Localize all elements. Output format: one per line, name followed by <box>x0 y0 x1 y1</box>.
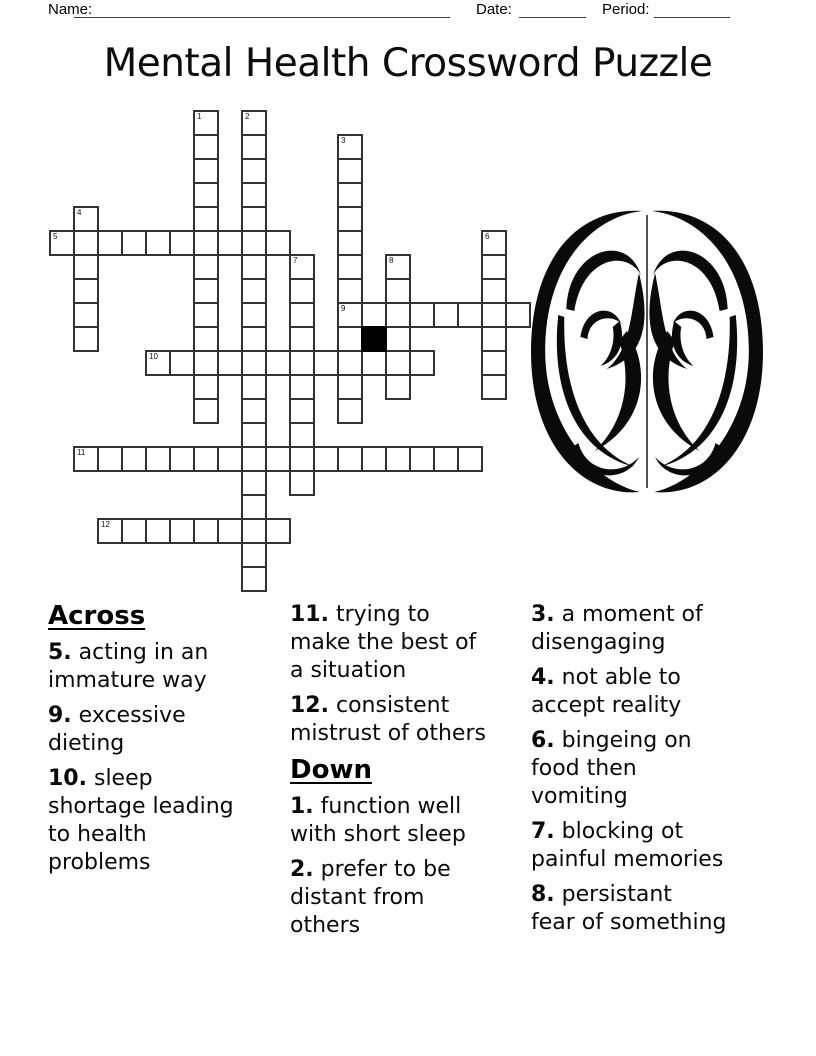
grid-cell[interactable] <box>217 446 243 472</box>
grid-cell[interactable] <box>337 350 363 376</box>
grid-cell[interactable] <box>289 422 315 448</box>
clue-number: 9. <box>48 703 72 728</box>
clue-number: 3. <box>531 602 555 627</box>
grid-cell[interactable] <box>289 254 315 280</box>
brain-left-hemisphere <box>531 211 645 493</box>
grid-cell[interactable] <box>217 518 243 544</box>
clue-item: 12. consistent mistrust of others <box>290 693 486 746</box>
grid-cell-black <box>361 326 387 352</box>
grid-cell[interactable] <box>289 446 315 472</box>
clue-number: 11. <box>290 602 329 627</box>
grid-cell[interactable] <box>241 470 267 496</box>
grid-cell[interactable] <box>241 494 267 520</box>
grid-cell[interactable] <box>385 350 411 376</box>
grid-cell[interactable] <box>169 518 195 544</box>
grid-cell[interactable] <box>241 278 267 304</box>
grid-cell[interactable] <box>49 230 75 256</box>
crossword-grid <box>49 110 531 592</box>
grid-cell[interactable] <box>289 326 315 352</box>
cell-number: 4 <box>77 208 82 217</box>
grid-cell[interactable] <box>385 254 411 280</box>
grid-cell[interactable] <box>409 446 435 472</box>
clue-number: 12. <box>290 693 329 718</box>
grid-cell[interactable] <box>193 398 219 424</box>
grid-cell[interactable] <box>385 326 411 352</box>
grid-cell[interactable] <box>145 518 171 544</box>
grid-cell[interactable] <box>73 446 99 472</box>
grid-cell[interactable] <box>193 518 219 544</box>
grid-cell[interactable] <box>481 374 507 400</box>
grid-cell[interactable] <box>433 446 459 472</box>
grid-cell[interactable] <box>481 278 507 304</box>
grid-cell[interactable] <box>73 302 99 328</box>
grid-cell[interactable] <box>337 326 363 352</box>
grid-cell[interactable] <box>169 230 195 256</box>
grid-cell[interactable] <box>481 350 507 376</box>
clue-item: 2. prefer to be distant from others <box>290 857 451 938</box>
grid-cell[interactable] <box>241 134 267 160</box>
grid-cell[interactable] <box>193 158 219 184</box>
grid-cell[interactable] <box>337 302 363 328</box>
grid-cell[interactable] <box>289 350 315 376</box>
grid-cell[interactable] <box>361 302 387 328</box>
grid-cell[interactable] <box>313 350 339 376</box>
clues-column-3 <box>531 601 786 944</box>
period-label: Period: <box>602 1 650 18</box>
grid-cell[interactable] <box>121 446 147 472</box>
grid-cell[interactable] <box>193 374 219 400</box>
grid-cell[interactable] <box>193 326 219 352</box>
clue-number: 2. <box>290 857 314 882</box>
grid-cell[interactable] <box>433 302 459 328</box>
clue-item: 6. bingeing on food then vomiting <box>531 728 692 809</box>
grid-cell[interactable] <box>241 398 267 424</box>
grid-cell[interactable] <box>241 350 267 376</box>
grid-cell[interactable] <box>241 446 267 472</box>
grid-cell[interactable] <box>265 230 291 256</box>
grid-cell[interactable] <box>145 350 171 376</box>
clue-item: 1. function well with short sleep <box>290 794 466 847</box>
grid-cell[interactable] <box>337 182 363 208</box>
name-input-line[interactable] <box>74 17 450 18</box>
cell-number: 1 <box>197 112 202 121</box>
grid-cell[interactable] <box>241 302 267 328</box>
cell-number: 5 <box>53 232 58 241</box>
grid-cell[interactable] <box>481 230 507 256</box>
grid-cell[interactable] <box>97 446 123 472</box>
grid-cell[interactable] <box>241 542 267 568</box>
grid-cell[interactable] <box>361 350 387 376</box>
clue-item: 4. not able to accept reality <box>531 665 682 718</box>
grid-cell[interactable] <box>289 302 315 328</box>
grid-cell[interactable] <box>193 110 219 136</box>
clue-number: 8. <box>531 882 555 907</box>
cell-number: 10 <box>149 352 158 361</box>
grid-cell[interactable] <box>337 254 363 280</box>
grid-cell[interactable] <box>361 446 387 472</box>
clue-item: 3. a moment of disengaging <box>531 602 703 655</box>
grid-cell[interactable] <box>193 134 219 160</box>
clue-item: 10. sleep shortage leading to health problems <box>48 766 234 875</box>
grid-cell[interactable] <box>145 230 171 256</box>
grid-cell[interactable] <box>241 110 267 136</box>
brain-icon <box>526 205 768 495</box>
clue-item: 7. blocking ot painful memories <box>531 819 724 872</box>
grid-cell[interactable] <box>217 230 243 256</box>
clue-item: 11. trying to make the best of a situation <box>290 602 477 683</box>
grid-cell[interactable] <box>193 278 219 304</box>
grid-cell[interactable] <box>193 206 219 232</box>
grid-cell[interactable] <box>145 446 171 472</box>
clue-list-header-down: Down <box>290 755 372 785</box>
page-title: Mental Health Crossword Puzzle <box>103 41 713 86</box>
clue-item: 9. excessive dieting <box>48 703 186 756</box>
grid-cell[interactable] <box>385 446 411 472</box>
grid-cell[interactable] <box>337 206 363 232</box>
grid-cell[interactable] <box>409 350 435 376</box>
grid-cell[interactable] <box>385 374 411 400</box>
grid-cell[interactable] <box>289 398 315 424</box>
grid-cell[interactable] <box>73 206 99 232</box>
grid-cell[interactable] <box>241 374 267 400</box>
clue-number: 7. <box>531 819 555 844</box>
grid-cell[interactable] <box>385 278 411 304</box>
grid-cell[interactable] <box>337 134 363 160</box>
clue-number: 1. <box>290 794 314 819</box>
grid-cell[interactable] <box>193 230 219 256</box>
grid-cell[interactable] <box>481 326 507 352</box>
grid-cell[interactable] <box>289 374 315 400</box>
grid-cell[interactable] <box>97 518 123 544</box>
grid-cell[interactable] <box>217 350 243 376</box>
grid-cell[interactable] <box>241 254 267 280</box>
grid-cell[interactable] <box>169 350 195 376</box>
grid-cell[interactable] <box>193 254 219 280</box>
grid-cell[interactable] <box>241 206 267 232</box>
grid-cell[interactable] <box>289 470 315 496</box>
grid-cell[interactable] <box>121 230 147 256</box>
grid-cell[interactable] <box>97 230 123 256</box>
cell-number: 9 <box>341 304 346 313</box>
period-input-line[interactable] <box>654 17 730 18</box>
cell-number: 11 <box>77 448 86 457</box>
clues-column-1 <box>48 601 276 884</box>
grid-cell[interactable] <box>241 182 267 208</box>
clue-number: 6. <box>531 728 555 753</box>
grid-cell[interactable] <box>121 518 147 544</box>
grid-cell[interactable] <box>73 254 99 280</box>
cell-number: 3 <box>341 136 346 145</box>
name-label: Name: <box>48 1 93 18</box>
clue-number: 4. <box>531 665 555 690</box>
grid-cell[interactable] <box>241 326 267 352</box>
grid-cell[interactable] <box>73 326 99 352</box>
cell-number: 2 <box>245 112 250 121</box>
grid-cell[interactable] <box>289 278 315 304</box>
grid-cell[interactable] <box>241 158 267 184</box>
grid-cell[interactable] <box>457 446 483 472</box>
clue-item: 5. acting in an immature way <box>48 640 209 693</box>
grid-cell[interactable] <box>337 446 363 472</box>
grid-cell[interactable] <box>313 446 339 472</box>
brain-illustration <box>526 205 768 495</box>
grid-cell[interactable] <box>457 302 483 328</box>
grid-cell[interactable] <box>265 350 291 376</box>
date-input-line[interactable] <box>519 17 586 18</box>
grid-cell[interactable] <box>73 278 99 304</box>
grid-cell[interactable] <box>409 302 435 328</box>
grid-cell[interactable] <box>73 230 99 256</box>
cell-number: 7 <box>293 256 298 265</box>
clue-number: 10. <box>48 766 87 791</box>
grid-cell[interactable] <box>337 398 363 424</box>
cell-number: 12 <box>101 520 110 529</box>
clue-list-header-across: Across <box>48 601 146 631</box>
grid-cell[interactable] <box>385 302 411 328</box>
grid-cell[interactable] <box>241 230 267 256</box>
grid-cell[interactable] <box>193 182 219 208</box>
grid-cell[interactable] <box>193 446 219 472</box>
clues-column-2 <box>290 601 520 947</box>
grid-cell[interactable] <box>481 254 507 280</box>
grid-cell[interactable] <box>193 302 219 328</box>
grid-cell[interactable] <box>337 278 363 304</box>
grid-cell[interactable] <box>193 350 219 376</box>
grid-cell[interactable] <box>241 566 267 592</box>
grid-cell[interactable] <box>337 374 363 400</box>
cell-number: 6 <box>485 232 490 241</box>
grid-cell[interactable] <box>337 230 363 256</box>
clue-number: 5. <box>48 640 72 665</box>
clue-item: 8. persistant fear of something <box>531 882 727 935</box>
brain-right-hemisphere <box>649 211 763 493</box>
cell-number: 8 <box>389 256 394 265</box>
grid-cell[interactable] <box>337 158 363 184</box>
grid-cell[interactable] <box>169 446 195 472</box>
grid-cell[interactable] <box>241 518 267 544</box>
date-label: Date: <box>476 1 512 18</box>
grid-cell[interactable] <box>481 302 507 328</box>
grid-cell[interactable] <box>241 422 267 448</box>
grid-cell[interactable] <box>265 446 291 472</box>
grid-cell[interactable] <box>265 518 291 544</box>
